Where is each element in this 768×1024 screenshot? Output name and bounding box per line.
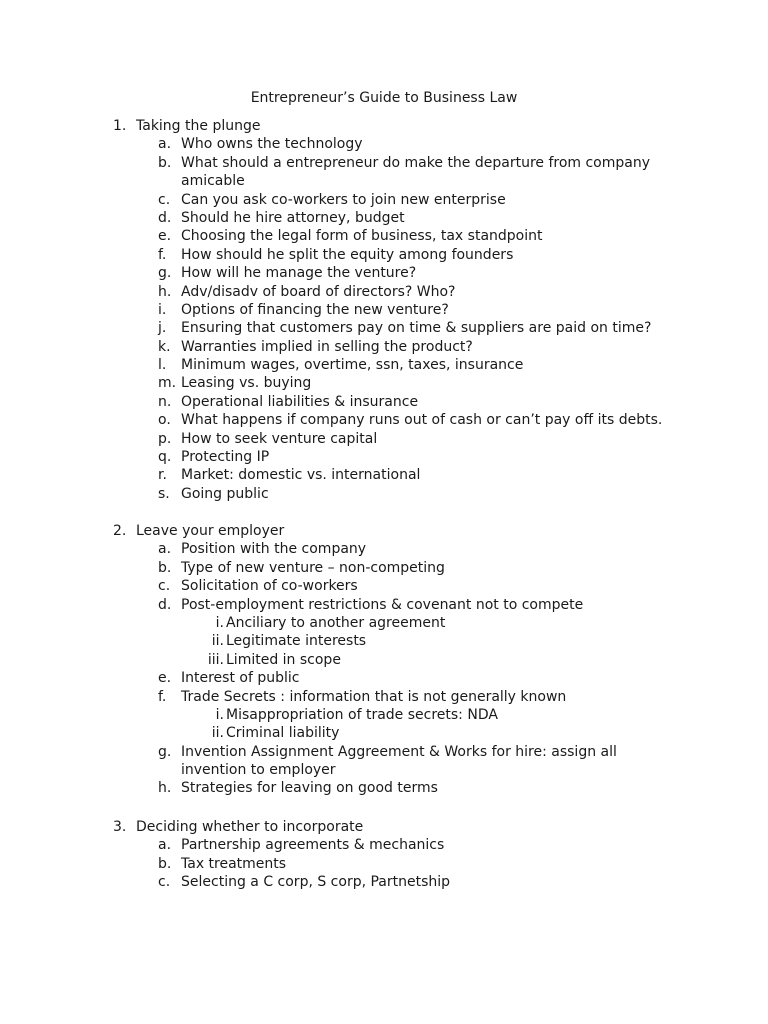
list-item bbox=[0, 540, 768, 558]
list-item bbox=[0, 688, 768, 706]
section-heading bbox=[0, 818, 768, 836]
list-item bbox=[0, 393, 768, 411]
section-heading bbox=[0, 117, 768, 135]
list-item bbox=[0, 448, 768, 466]
list-item-text: How will he manage the venture? bbox=[181, 265, 417, 282]
list-item-marker: p. bbox=[158, 430, 172, 447]
section-number: 1. bbox=[113, 118, 127, 134]
list-item bbox=[0, 135, 768, 153]
list-item bbox=[0, 374, 768, 392]
sub-list-item-text: Legitimate interests bbox=[226, 633, 367, 650]
list-item-text: Trade Secrets : information that is not generally known bbox=[181, 688, 567, 705]
section-heading-text: Leave your employer bbox=[136, 523, 285, 539]
list-item-text: Should he hire attorney, budget bbox=[181, 209, 405, 226]
list-item-marker: c. bbox=[158, 191, 171, 208]
section-number: 3. bbox=[113, 819, 127, 835]
list-item-text: Who owns the technology bbox=[181, 136, 363, 153]
list-item-text: Strategies for leaving on good terms bbox=[181, 780, 438, 797]
list-item-text: Leasing vs. buying bbox=[181, 375, 312, 392]
list-item-text: Partnership agreements & mechanics bbox=[181, 837, 445, 854]
list-item-marker: h. bbox=[158, 780, 172, 797]
outline-section bbox=[0, 522, 768, 798]
sub-list-item bbox=[0, 651, 768, 669]
document-title: Entrepreneur’s Guide to Business Law bbox=[250, 90, 518, 106]
list-item bbox=[0, 301, 768, 319]
list-item-text: Protecting IP bbox=[181, 449, 270, 466]
sub-list-item-marker: i. bbox=[215, 614, 224, 631]
list-item-text: Choosing the legal form of business, tax standpoint bbox=[181, 228, 543, 245]
list-item-marker: m. bbox=[158, 375, 177, 392]
list-item-text: What should a entrepreneur do make the departure from company amicable bbox=[181, 154, 651, 190]
sub-list-item-marker: ii. bbox=[211, 725, 224, 742]
list-item bbox=[0, 246, 768, 264]
list-item-marker: l. bbox=[158, 357, 167, 374]
list-item-text: Type of new venture – non-competing bbox=[181, 559, 445, 576]
list-item bbox=[0, 836, 768, 854]
section-heading-text: Deciding whether to incorporate bbox=[136, 819, 364, 835]
list-item-text: Market: domestic vs. international bbox=[181, 467, 421, 484]
list-item bbox=[0, 577, 768, 595]
list-item-marker: c. bbox=[158, 874, 171, 891]
list-item-marker: d. bbox=[158, 209, 172, 226]
list-item-text: Ensuring that customers pay on time & suppliers are paid on time? bbox=[181, 320, 652, 337]
list-item bbox=[0, 209, 768, 227]
list-item-marker: e. bbox=[158, 228, 172, 245]
list-item-marker: a. bbox=[158, 541, 172, 558]
list-item-text: Warranties implied in selling the product? bbox=[181, 338, 473, 355]
list-item-marker: b. bbox=[158, 154, 172, 171]
list-item-marker: b. bbox=[158, 855, 172, 872]
list-item bbox=[0, 779, 768, 797]
list-item bbox=[0, 283, 768, 301]
list-item-marker: d. bbox=[158, 596, 172, 613]
list-item-marker: n. bbox=[158, 393, 172, 410]
list-item-marker: r. bbox=[158, 467, 167, 484]
list-item-marker: h. bbox=[158, 283, 172, 300]
list-item-text: Minimum wages, overtime, ssn, taxes, insurance bbox=[181, 357, 524, 374]
list-item bbox=[0, 743, 768, 780]
list-item-marker: f. bbox=[158, 688, 167, 705]
list-item bbox=[0, 264, 768, 282]
list-item-marker: k. bbox=[158, 338, 171, 355]
list-item-marker: s. bbox=[158, 485, 170, 502]
list-item bbox=[0, 466, 768, 484]
list-item bbox=[0, 319, 768, 337]
list-item bbox=[0, 596, 768, 614]
list-item-text: How should he split the equity among founders bbox=[181, 246, 514, 263]
list-item-text: Interest of public bbox=[181, 670, 300, 687]
list-item-marker: g. bbox=[158, 743, 172, 760]
list-item-marker: c. bbox=[158, 578, 171, 595]
sub-list-item-marker: i. bbox=[215, 706, 224, 723]
list-item-text: Operational liabilities & insurance bbox=[181, 393, 419, 410]
sub-list-item-text: Misappropriation of trade secrets: NDA bbox=[226, 706, 498, 723]
section-number: 2. bbox=[113, 523, 127, 539]
sub-list-item-text: Criminal liability bbox=[226, 725, 340, 742]
list-item-text: Selecting a C corp, S corp, Partnetship bbox=[181, 874, 451, 891]
list-item-text: Invention Assignment Aggreement & Works for hire: assign all invention to employer bbox=[181, 743, 617, 779]
list-item-marker: g. bbox=[158, 265, 172, 282]
list-item-text: Can you ask co-workers to join new enterprise bbox=[181, 191, 506, 208]
list-item-text: Position with the company bbox=[181, 541, 367, 558]
sub-list-item bbox=[0, 724, 768, 742]
list-item-marker: f. bbox=[158, 246, 167, 263]
list-item-marker: b. bbox=[158, 559, 172, 576]
list-item bbox=[0, 873, 768, 891]
sub-list-item-text: Limited in scope bbox=[226, 651, 341, 668]
sub-list-item bbox=[0, 706, 768, 724]
list-item-marker: a. bbox=[158, 837, 172, 854]
list-item-text: Going public bbox=[181, 485, 269, 502]
sub-list-item-marker: iii. bbox=[207, 651, 224, 668]
list-item bbox=[0, 669, 768, 687]
list-item-marker: o. bbox=[158, 412, 171, 429]
list-item-text: Solicitation of co-workers bbox=[181, 578, 358, 595]
list-item-marker: e. bbox=[158, 670, 172, 687]
list-item-marker: a. bbox=[158, 136, 172, 153]
list-item-text: What happens if company runs out of cash or can’t pay off its debts. bbox=[181, 412, 663, 429]
list-item bbox=[0, 430, 768, 448]
list-item bbox=[0, 485, 768, 503]
outline-section bbox=[0, 117, 768, 503]
list-item bbox=[0, 191, 768, 209]
list-item bbox=[0, 855, 768, 873]
list-item-text: Options of financing the new venture? bbox=[181, 301, 449, 318]
sub-list-item bbox=[0, 614, 768, 632]
list-item-marker: j. bbox=[158, 320, 167, 337]
list-item-marker: i. bbox=[158, 301, 167, 318]
list-item-text: Tax treatments bbox=[181, 855, 287, 872]
list-item bbox=[0, 559, 768, 577]
list-item bbox=[0, 356, 768, 374]
list-item-text: Post-employment restrictions & covenant not to compete bbox=[181, 596, 584, 613]
list-item bbox=[0, 227, 768, 245]
list-item bbox=[0, 338, 768, 356]
list-item-marker: q. bbox=[158, 449, 172, 466]
list-item bbox=[0, 411, 768, 429]
section-heading bbox=[0, 522, 768, 540]
section-heading-text: Taking the plunge bbox=[136, 118, 261, 134]
list-item-text: How to seek venture capital bbox=[181, 430, 378, 447]
list-item-text: Adv/disadv of board of directors? Who? bbox=[181, 283, 456, 300]
sub-list-item bbox=[0, 632, 768, 650]
outline-section bbox=[0, 818, 768, 892]
sub-list-item-marker: ii. bbox=[211, 633, 224, 650]
sub-list-item-text: Anciliary to another agreement bbox=[226, 614, 446, 631]
list-item bbox=[0, 154, 768, 191]
